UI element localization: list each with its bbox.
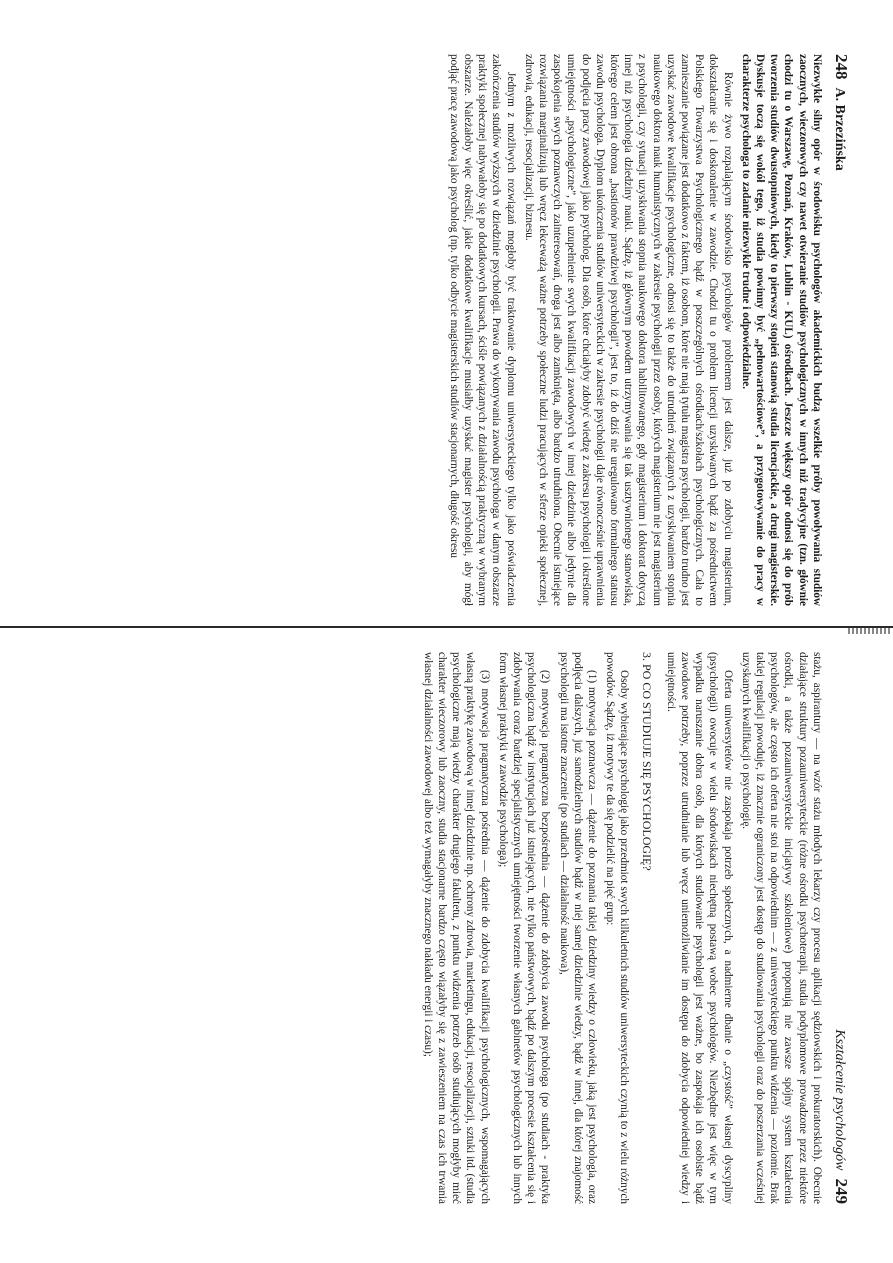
list-item: (2) motywacja pragmatyczna bezpośrednia — dążenie do zdobycia zawodu psychologa (po studiach - praktyka psychologiczna bądź w instytucjach już istniejących, nie tylko państwowych, bądź po dalszym procesie kształcenia się i zdobywania coraz bardziej specjalistycznych umiejętności tworzenie własnych gabinetów psychologicznych lub innych form własnej praktyki w zawodzie psychologa); — [496, 652, 552, 1204]
paragraph: stażu, aspirantury — na wzór stażu młodych lekarzy czy procesu aplikacji sędziowskich i prokuratorskich). Obecnie działające struktury pozauniwersyteckie (różne ośrodki psychoterapii, studia podyplomowe prowadzone przez niektóre ośrodki, a także pozauniwersyteckie inicjatywy szkoleniowe) proponują nie zawsze spójny system kształcenia psychologów, ale często ich oferta nie stoi na odpowiednim — z uniwersyteckiego punktu widzenia — poziomie. Brak takiej regulacji powoduje, iż znacznie ograniczony jest dostęp do studiowania psychologii oraz do poszerzania wcześniej uzyskanych kwalifikacji o psychologię. — [739, 652, 823, 1204]
section-heading: 3. PO CO STUDIUJE SIĘ PSYCHOLOGIĘ? — [639, 652, 654, 871]
page-number: 248 — [832, 54, 851, 80]
list-item: (3) motywacja pragmatyczna pośrednia — dążenie do zdobycia kwalifikacji psychologicznych, wspomagających własną praktykę zawodową w innej dziedzinie np. ochrony zdrowia, marketingu, edukacji, resocjalizacji, sztuki itd. (studia psychologiczne mają wiedzy charakter drugiego fakultetu, z punktu widzenia potrzeb osób studiujących mogłyby mieć charakter wieczorowy lub zaoczny, studia stacjonarne bardzo często wiązałyby się z zawieszeniem na czas ich trwania własnej działalności zawodowej albo też wymagałyby znacznego nakładu energii i czasu); — [421, 652, 491, 1204]
page-249 — [90, 648, 850, 1208]
paragraph: Osoby wybierające psychologię jako przedmiot swych kilkuletnich studiów uniwersyteckich czynią to z wielu różnych powodów. Sądzę, iż motywy te da się podzielić na pięć grup: — [604, 652, 631, 1204]
paragraph: Niezwykle silny opór w środowisku psychologów akademickich budzą wszelkie próby powoływania studiów zaocznych, wieczorowych czy nawet otwieranie studiów psychologicznych w innych niż tradycyjne (tzn. głównie chodzi tu o Warszawę, Poznań, Kraków, Lublin - KUL) ośrodkach. Jeszcze większy opór odnosi się do prób tworzenia studiów dwustopniowych, kiedy to pierwszy stopień stanowią studia licencjackie, a drugi magisterskie. Dyskusje toczą się wokół tego, iż studia powinny być „pełnowartościowe”, a przygotowywanie do pracy w charakterze psychologa to zadanie niezwykle trudne i odpowiedzialne. — [739, 54, 823, 606]
paragraph: Oferta uniwersytetów nie zaspokaja potrzeb społecznych, a nadmierne dbanie o „czystość” własnej dyscypliny (psychologii) owocuje w wielu środowiskach niechętną postawą wobec psychologów. Niezbędne jest więc w tym wypadku naruszanie dobra osób, dla których studiowanie psychologii jest ważne, bo zaspokaja ich osobiste bądź zawodowe potrzeby, poprzez utrudnianie lub wręcz uniemożliwianie im dostępu do zdobycia odpowiedniej wiedzy i umiejętności. — [664, 652, 734, 1204]
paragraph: Jednym z możliwych rozwiązań mogłoby być traktowanie dyplomu uniwersyteckiego tylko jako poświadczenia zakończenia studiów wyższych w dziedzinie psychologii. Prawa do wykonywania zawodu psychologa w danym obszarze praktyki społecznej nabywałoby się po dodatkowych kursach, ściśle powiązanych z działalnością praktyczną w wybranym obszarze. Należałoby więc określić, jakie dodatkowe kwalifikacje musiałby uzyskać magister psychologii, aby mógł podjąć pracę zawodową jako psycholog (np. tylko odbycie magisterskich studiów stacjonarnych, długość okresu — [447, 54, 517, 606]
page-header — [832, 652, 851, 1204]
scan-center-divider — [0, 626, 893, 628]
paragraph: Równie żywo rozpalającym środowisko psychologów problemem jest dalsze, już po zdobyciu magisterium, dokształcanie się i doskonalenie w zawodzie. Chodzi tu o problem licencji uzyskiwanych bądź za pośrednictwem Polskiego Towarzystwa Psychologicznego bądź w poszczególnych ośrodkach/szkołach psychologicznych. Cała to zamieszanie powiązane jest dodatkowo z faktem, iż osobom, które nie mają tytułu magistra psychologii, bardzo trudno jest uzyskać zawodowe kwalifikacje psychologiczne, odnosi się to także do utrudnień związanych z uzyskiwaniem stopnia naukowego doktora nauk humanistycznych w zakresie psychologii przez osoby, których magisterium nie jest magisterium z psychologii, czy sytuacji uzyskiwania stopnia naukowego doktora habilitowanego, gdy magisterium i doktorat dotyczą innej niż psychologia dziedziny nauki. Sądzę, iż głównym powodem utrzymywania się tak usztywnionego stanowiska, którego celem jest obrona „bastionów prawdziwej psychologii”, jest to, iż do dziś nie uregulowano formalnego statusu zawodu psychologa. Dyplom ukończenia studiów uniwersyteckich w zakresie psychologii daje równocześnie uprawnienia do podjęcia pracy zawodowej jako psycholog. Dla osób, które chciałyby zdobyć wiedzę z zakresu psychologii i określone umiejętności „psychologiczne”, jako uzupełnienie swych kwalifikacji zawodowych w innej dziedzinie albo jedynie dla zaspokojenia swych poznawczych zainteresowań, droga jest albo zamknięta, albo bardzo utrudniona. Obecnie istniejące rozwiązania marginalizują lub wręcz lekceważą ważne potrzeby społeczne ludzi pracujących w sferze opieki społecznej, zdrowia, edukacji, resocjalizacji, biznesu. — [522, 54, 734, 606]
author-name: A. Brzezińska — [832, 87, 847, 171]
page-248 — [90, 50, 850, 610]
motivation-list — [421, 652, 599, 1204]
page-number: 249 — [832, 1178, 851, 1204]
running-title: Kształcenie psychologów — [832, 1029, 847, 1171]
scan-edge-mark — [848, 628, 892, 634]
page-header — [832, 54, 851, 606]
list-item: (1) motywacja poznawcza — dążenie do poznania takiej dziedziny wiedzy o człowieku, jaką jest psychologia, oraz podjęcia dalszych, już samodzielnych studiów bądź w niej samej dziedzinie wiedzy, bądź w innej, dla której znajomość psychologii ma istotne znaczenie (po studiach — działalność naukowa), — [557, 652, 598, 1204]
